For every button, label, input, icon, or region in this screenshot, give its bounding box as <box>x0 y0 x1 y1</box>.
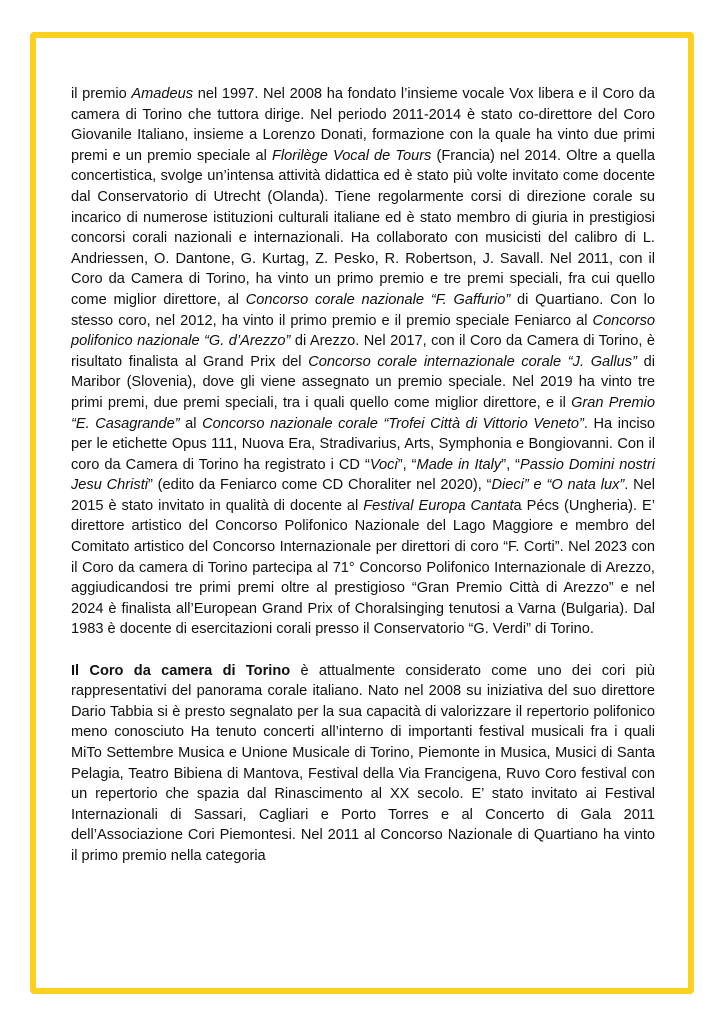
italic-text: Voci <box>369 456 398 473</box>
paragraph-coro-da-camera <box>71 661 655 867</box>
text-run: di Maribor (Slovenia), dove gli viene assegnato un premio speciale. Nel 2019 ha vinto tre primi premi, due premi speciali, tra i quali quello come miglior direttore, e il <box>71 353 655 411</box>
text-run: ”, “ <box>501 456 521 473</box>
text-run: nel 1997. Nel 2008 ha fondato l’insieme vocale Vox libera e il Coro da camera di Torino che tuttora dirige. Nel periodo 2011-2014 è stato co-direttore del Coro Giovanile Italiano, insieme a Lorenzo Donati, formazione con la quale ha vinto due primi premi e un premio speciale al <box>71 86 655 164</box>
text-run: di Arezzo. Nel 2017, con il Coro da Camera di Torino, è risultato finalista al Grand Prix del <box>71 333 655 370</box>
italic-text: Gran Premio “E. Casagrande” <box>71 394 655 432</box>
italic-text: Concorso corale internazionale corale “J. Gallus” <box>308 353 637 370</box>
text-run: ”, “ <box>397 456 417 473</box>
text-run: ” (edito da Feniarco come CD Choraliter nel 2020), “ <box>148 477 492 494</box>
italic-text: Amadeus <box>131 86 194 102</box>
bold-text: Il Coro da camera di Torino <box>71 662 291 679</box>
italic-text: Florilège Vocal de Tours <box>271 147 432 164</box>
paragraph-biography <box>71 84 655 640</box>
document-body <box>71 84 655 867</box>
text-run: (Francia) nel 2014. Oltre a quella concertistica, svolge un’intensa attività didattica ed è stato più volte invitato come docente dal Conservatorio di Utrecht (Olanda). Tiene regolarmente corsi di direzione corale su incarico di numerose istituzioni culturali italiane ed è stato membro di giuria in prestigiosi concorsi corali nazionali e internazionali. Ha collaborato con musicisti del calibro di L. Andriessen, O. Dantone, G. Kurtag, Z. Pesko, R. Robertson, J. Savall. Nel 2011, con il Coro da Camera di Torino, ha vinto un primo premio e tre premi speciali, fra cui quello come miglior direttore, al <box>71 147 655 308</box>
text-run: è attualmente considerato come uno dei cori più rappresentativi del panorama corale italiano. Nato nel 2008 su iniziativa del suo direttore Dario Tabbia si è presto segnalato per la sua capacità di valorizzare il repertorio polifonico meno conosciuto Ha tenuto concerti all’interno di importanti festival musicali fra i quali MiTo Settembre Musica e Unione Musicale di Torino, Piemonte in Musica, Musici di Santa Pelagia, Teatro Bibiena di Mantova, Festival della Via Francigena, Ruvo Coro festival con un repertorio che spazia dal Rinascimento al XX secolo. E’ stato invitato ai Festival Internazionali di Sassari, Cagliari e Porto Torres e al Concerto di Gala 2011 dell’Associazione Cori Piemontesi. Nel 2011 al Concorso Nazionale di Quartiano ha vinto il primo premio nella categoria <box>71 662 656 864</box>
italic-text: Concorso corale nazionale “F. Gaffurio” <box>245 291 511 308</box>
text-run: a Pécs (Ungheria). E’ direttore artistico del Concorso Polifonico Nazionale del Lago Maggiore e membro del Comitato artistico del Concorso Internazionale per direttori di coro “F. Corti”. Nel 2023 con il Coro da camera di Torino partecipa al 71° Concorso Polifonico Internazionale di Arezzo, aggiudicandosi tre primi premi oltre al prestigioso “Gran Premio Città di Arezzo” e nel 2024 è finalista all’European Grand Prix of Choralsinging tenutosi a Varna (Bulgaria). Dal 1983 è docente di esercitazioni corali presso il Conservatorio “G. Verdi” di Torino. <box>71 497 656 638</box>
italic-text: Concorso nazionale corale “Trofei Città di Vittorio Veneto” <box>202 415 584 432</box>
italic-text: Made in Italy <box>416 456 502 473</box>
text-run: al <box>179 415 203 432</box>
italic-text: Festival Europa Cantat <box>363 497 514 514</box>
text-run: di Quartiano. Con lo stesso coro, nel 2012, ha vinto il primo premio e il premio speciale Feniarco al <box>71 291 655 329</box>
text-run: . Nel 2015 è stato invitato in qualità di docente al <box>71 477 655 514</box>
italic-text: Concorso polifonico nazionale “G. d’Arezzo” <box>71 312 655 350</box>
text-run: . Ha inciso per le etichette Opus 111, Nuova Era, Stradivarius, Arts, Symphonia e Bongiovanni. Con il coro da Camera di Torino ha registrato i CD “ <box>71 415 656 473</box>
italic-text: Passio Domini nostri Jesu Christi <box>71 456 655 494</box>
text-run: il premio <box>71 86 132 102</box>
italic-text: Dieci” e “O nata lux” <box>491 477 625 494</box>
